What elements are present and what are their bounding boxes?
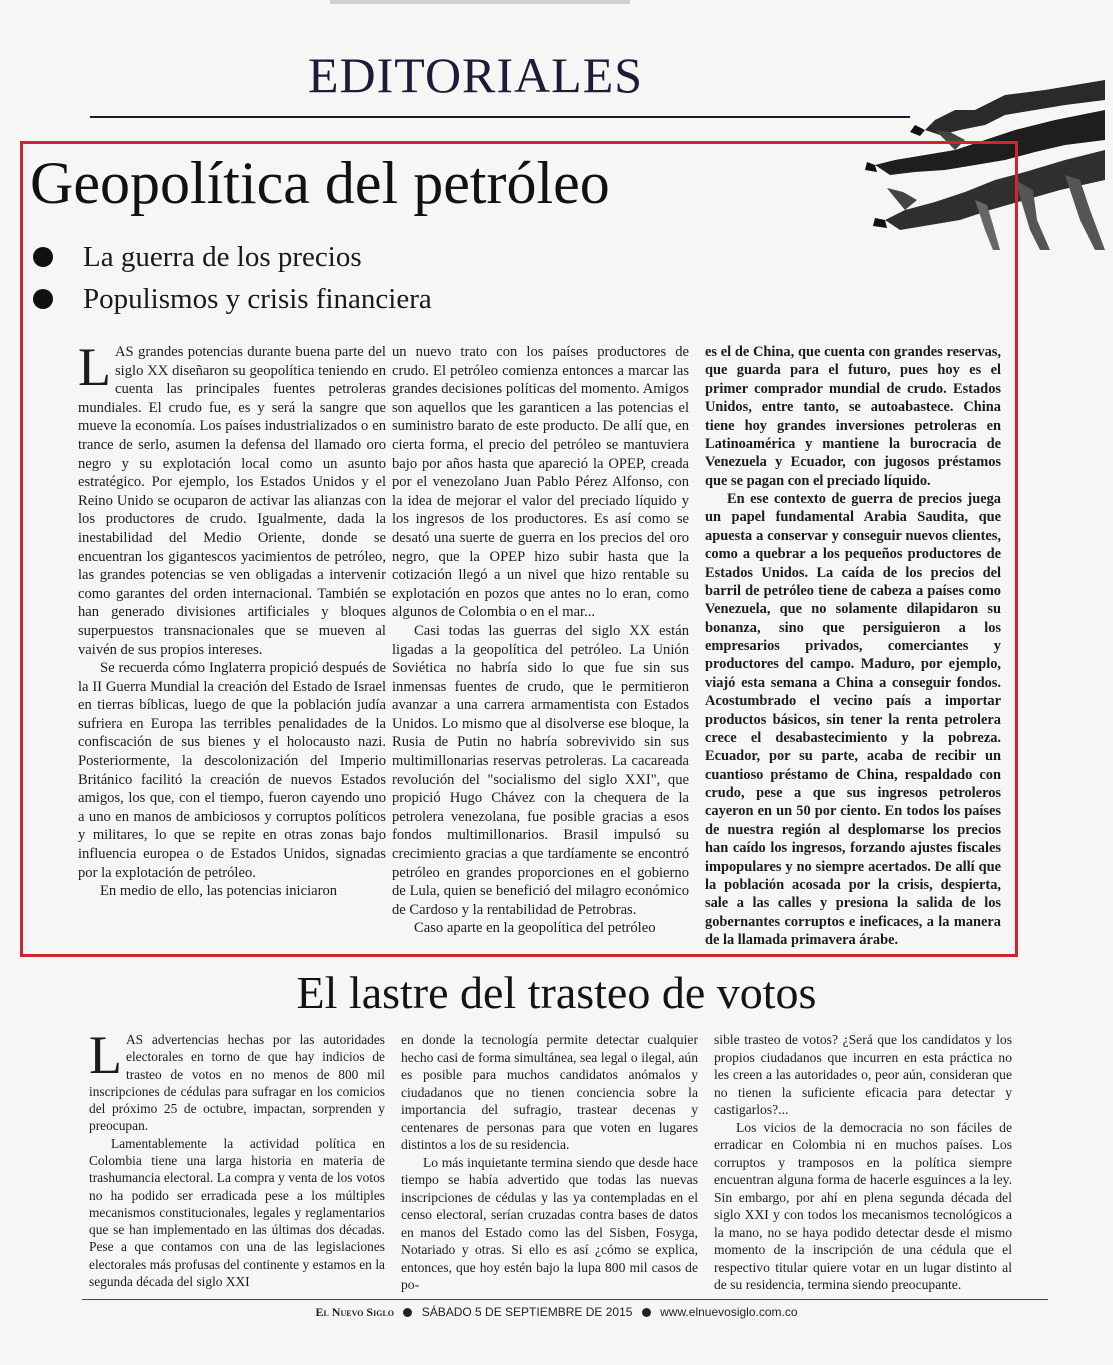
editorial2-headline: El lastre del trasteo de votos	[296, 967, 817, 1018]
editorial2-column-1	[89, 1025, 385, 1293]
bullet-dot-icon	[33, 289, 53, 309]
footer-url[interactable]: www.elnuevosiglo.com.co	[660, 1305, 798, 1319]
paragraph: En medio de ello, las potencias iniciaron	[100, 883, 338, 900]
dropcap: L	[89, 1025, 122, 1085]
paragraph: Se recuerda cómo Inglaterra propició después de la II Guerra Mundial la creación del Estado de Israel en tierras bíblicas, luego de que la población judía sufriera en Europa las terribles penalidades de la confiscación de sus bienes y el holocausto nazi. Posteriormente, la descolonización del Imperio Británico facilitó la creación de nuevos Estados amigos, los que, con el tiempo, fueron cayendo uno a uno en manos de ambiciosos y corruptos políticos y militares, lo que se repite en otras zonas bajo influencia europea o de Estados Unidos, signadas por la explotación de petróleo.	[78, 660, 386, 881]
section-title: EDITORIALES	[308, 47, 644, 103]
editorial1-column-3	[705, 343, 1001, 953]
page-footer	[0, 1305, 1113, 1320]
bullet-separator-icon	[403, 1308, 412, 1317]
top-edge-strip	[330, 0, 630, 4]
footer-rule	[82, 1299, 1048, 1300]
footer-brand: El Nuevo Siglo	[315, 1305, 394, 1319]
paragraph: es el de China, que cuenta con grandes reservas, que guarda para el futuro, pues hoy es el primer comprador mundial de crudo. Estados Unidos, entre tanto, se autoabastece. China tiene hoy grandes inversiones petroleras en Latinoamérica y mantiene la burocracia de Venezuela y Ecuador, con jugosos préstamos que se pagan con el preciado líquido.	[705, 344, 1001, 489]
paragraph	[89, 1025, 385, 1135]
paragraph	[78, 337, 386, 659]
editorial2-column-2	[401, 1031, 698, 1293]
paragraph: Caso aparte en la geopolítica del petróleo	[414, 920, 656, 937]
bullet-separator-icon	[642, 1308, 651, 1317]
bullet-item	[30, 236, 432, 278]
editorial1-column-2	[392, 343, 689, 953]
paragraph: Lamentablemente la actividad política en Colombia tiene una larga historia en materia de trashumancia electoral. La compra y venta de los votos no ha podido ser erradicada pese a los múltiples mecanismos constitucionales, legales y reglamentarios que se han implementado en las últimas dos décadas. Pese a que contamos con una de las legislaciones electorales más profusas del continente y estamos en la segunda década del siglo XXI	[89, 1135, 385, 1289]
paragraph: Los vicios de la democracia no son fáciles de erradicar en Colombia ni en muchos países. Los corruptos y tramposos en la política siempre encuentran alguna forma de hacerle esguinces a la ley. Sin embargo, por ahí en plena segunda década del siglo XXI y con todos los mecanismos tecnológicos a la mano, no se haya podido detectar desde el mismo momento de la inscripción de una cédula que el respectivo titular quiere votar en un lugar distinto al de su residencia, termina siendo preocupante.	[714, 1119, 1012, 1292]
paragraph: un nuevo trato con los países productores de crudo. El petróleo comienza entonces a marcar las grandes decisiones políticas del momento. Amigos son aquellos que les garanticen a las potencias el suministro barato de este producto. De allí que, en cierta forma, el precio del petróleo se mantuviera bajo por años hasta que apareció la OPEP, creada por el venezolano Juan Pablo Pérez Alfonso, con la idea de mejorar el valor del preciado líquido y los ingresos de los productores. Es así como se desató una suerte de guerra en los precios del oro negro, que la OPEP hizo subir hasta que la cotización llegó a un nivel que hizo rentable su explotación en pozos que antes no lo eran, como algunos de Colombia o en el mar...	[392, 344, 689, 621]
paragraph: sible trasteo de votos? ¿Será que los candidatos y los propios ciudadanos que incurren en esta práctica no les creen a las autoridades o, peor aún, consideran que no tienen la suficiente eficacia para detectar y castigarlos?...	[714, 1032, 1012, 1117]
dropcap: L	[78, 337, 111, 397]
paragraph-text: AS advertencias hechas por las autoridades electorales en torno de que hay indicios de trasteo de votos en no menos de 800 mil inscripciones de cédulas para sufragar en los comicios del próximo 25 de octubre, impactan, sorprenden y preocupan.	[89, 1032, 385, 1134]
editorial2-column-3	[714, 1031, 1012, 1293]
section-rule	[90, 116, 910, 118]
bullet-text: La guerra de los precios	[83, 240, 362, 273]
editorial1-bullets	[30, 236, 432, 320]
editorial1-headline: Geopolítica del petróleo	[30, 150, 610, 216]
bullet-text: Populismos y crisis financiera	[83, 282, 432, 315]
paragraph: en donde la tecnología permite detectar cualquier hecho casi de forma simultánea, sea legal o ilegal, aún es posible para muchos candidatos anómalos y ciudadanos que no tienen conciencia sobre la importancia del sufragio, trastear decenas y centenares de personas para que voten en lugares distintos a los de su residencia.	[401, 1032, 698, 1152]
footer-date: SÁBADO 5 DE SEPTIEMBRE DE 2015	[421, 1305, 633, 1319]
paragraph: En ese contexto de guerra de precios juega un papel fundamental Arabia Saudita, que apuesta a conservar y conseguir nuevos clientes, como a quebrar a los pequeños productores de Estados Unidos. La caída de los precios del barril de petróleo tiene de cabeza a países como Venezuela, que no solamente dilapidaron su bonanza, sino que persiguieron a los empresarios privados, comerciantes y productores del campo. Maduro, por ejemplo, viajó esta semana a China a conseguir fondos. Acostumbrado el vecino país a importar productos básicos, sin tener la renta petrolera crece el desabastecimiento y la pobreza. Ecuador, por su parte, acaba de recibir un cuantioso préstamo de China, respaldado con crudo, pese a que sus ingresos petroleros cayeron en un 50 por ciento. En todos los países de nuestra región al desplomarse los precios han caído los ingresos, forzando ajustes fiscales impopulares y no siempre acertados. De allí que la población acosada por la crisis, despierta, sale a las calles y presiona la salida de los gobernantes corruptos e ineficaces, a la manera de la llamada primavera árabe.	[705, 491, 1001, 948]
paragraph-text: AS grandes potencias durante buena parte del siglo XX diseñaron su geopolítica teniendo en cuenta las principales fuentes petroleras mundiales. El crudo fue, es y será la sangre que mueve la economía. Los países industrializados o en trance de serlo, asumen la defensa del llamado oro negro y su explotación local como un asunto estratégico. Por ejemplo, los Estados Unidos y el Reino Unido se ocuparon de activar las alianzas con los productores de crudo. Igualmente, dada la inestabilidad del Medio Oriente, donde se encuentran los gigantescos yacimientos de petróleo, las grandes potencias se ven obligadas a intervenir como garantes del orden internacional. También se han generado divisiones artificiales y bloques superpuestos transnacionales que se mueven al vaivén de sus propios intereses.	[78, 344, 386, 658]
editorial1-column-1	[78, 337, 386, 953]
bullet-item	[30, 278, 432, 320]
paragraph: Casi todas las guerras del siglo XX están ligadas a la geopolítica del petróleo. La Unión Soviética no habría sido lo que fue sin sus inmensas fuentes de crudo, que le permitieron avanzar a una carrera armamentista con Estados Unidos. Lo mismo que al disolverse ese bloque, la Rusia de Putin no habría sobrevivido sin sus multimillonarias reservas petroleras. La cacareada revolución del "socialismo del siglo XXI", que propició Hugo Chávez con la chequera de la petrolera venezolana, fue posible gracias a esos fondos multimillonarios. Brasil impulsó su crecimiento gracias a que tardíamente se encontró petróleo en grandes proporciones en el gobierno de Lula, quien se benefició del milagro económico de Cardoso y la rentabilidad de Petrobras.	[392, 622, 689, 918]
paragraph: Lo más inquietante termina siendo que desde hace tiempo se había advertido que todas las nuevas inscripciones de cédulas y las ya contempladas en el censo electoral, serían cruzadas contra bases de datos en manos del Estado como las del Sisben, Fosyga, Notariado y otras. Si ello es así ¿cómo se explica, entonces, que hoy estén bajo la lupa 800 mil casos de po-	[401, 1154, 698, 1292]
bullet-dot-icon	[33, 247, 53, 267]
